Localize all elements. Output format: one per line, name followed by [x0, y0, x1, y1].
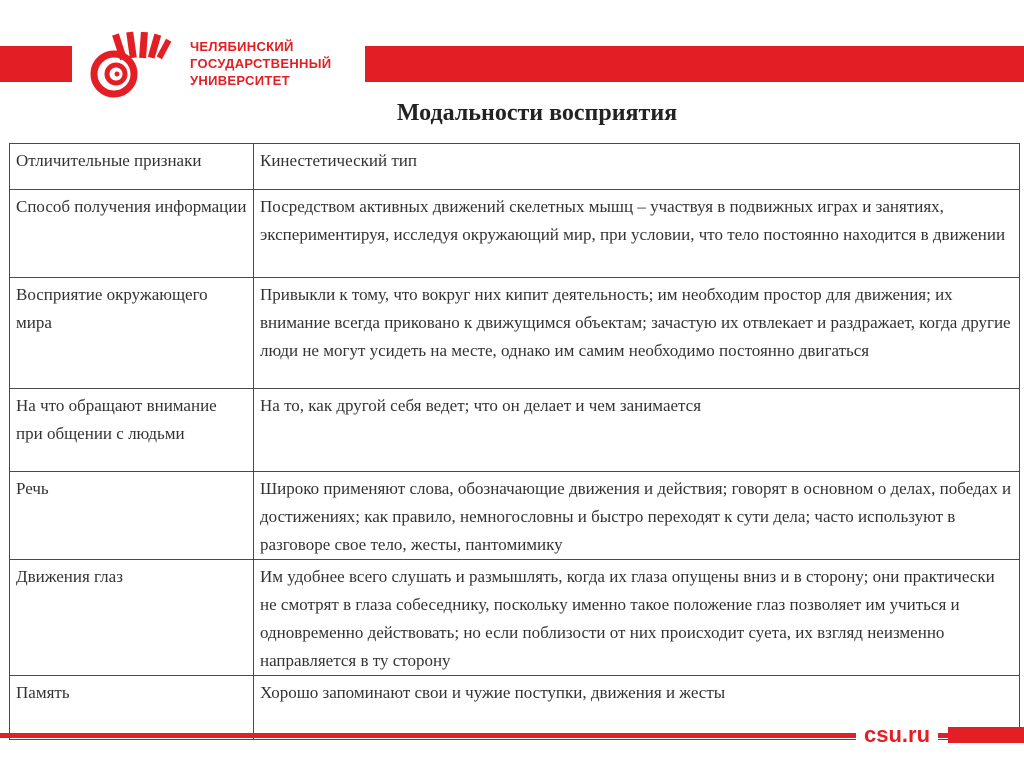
university-name-line-3: УНИВЕРСИТЕТ: [190, 73, 290, 88]
header-red-bar-left: [0, 46, 72, 82]
row-value: Хорошо запоминают свои и чужие поступки, движения и жесты: [254, 676, 1020, 740]
university-name-line-2: ГОСУДАРСТВЕННЫЙ: [190, 56, 332, 71]
comparison-table: [9, 143, 1020, 740]
table-row: [10, 472, 1020, 560]
row-label: Память: [10, 676, 254, 740]
row-label: Движения глаз: [10, 560, 254, 676]
university-name: [190, 38, 331, 89]
table-header-value: Кинестетический тип: [254, 144, 1020, 190]
row-value: На то, как другой себя ведет; что он делает и чем занимается: [254, 389, 1020, 472]
table-row: [10, 389, 1020, 472]
university-name-line-1: ЧЕЛЯБИНСКИЙ: [190, 39, 294, 54]
table-row: [10, 190, 1020, 278]
header-red-bar-right: [365, 46, 1024, 82]
table-header-label: Отличительные признаки: [10, 144, 254, 190]
row-label: На что обращают внимание при общении с людьми: [10, 389, 254, 472]
table-row: [10, 278, 1020, 389]
row-value: Привыкли к тому, что вокруг них кипит деятельность; им необходим простор для движения; их внимание всегда приковано к движущимся объектам; зачастую их отвлекает и раздражает, когда другие люди не могут усидеть на месте, однако им самим необходимо постоянно двигаться: [254, 278, 1020, 389]
footer-red-block: [948, 727, 1024, 743]
csu-spiral-logo-icon: [80, 30, 180, 98]
row-label: Способ получения информации: [10, 190, 254, 278]
row-label: Речь: [10, 472, 254, 560]
row-label: Восприятие окружающего мира: [10, 278, 254, 389]
row-value: Им удобнее всего слушать и размышлять, когда их глаза опущены вниз и в сторону; они практически не смотрят в глаза собеседнику, поскольку именно такое положение глаз позволяет им учиться и одновременно действовать; но если поблизости от них происходит суета, их взгляд неизменно направляется в ту сторону: [254, 560, 1020, 676]
page-title: Модальности восприятия: [396, 100, 678, 126]
row-value: Широко применяют слова, обозначающие движения и действия; говорят в основном о делах, победах и достижениях; как правило, немногословны и быстро переходят к сути дела; часто используют в разговоре свое тело, жесты, пантомимику: [254, 472, 1020, 560]
site-link[interactable]: csu.ru: [856, 722, 938, 748]
table-row: [10, 560, 1020, 676]
row-value: Посредством активных движений скелетных мышц – участвуя в подвижных играх и занятиях, экспериментируя, исследуя окружающий мир, при условии, что тело постоянно находится в движении: [254, 190, 1020, 278]
table-header-row: [10, 144, 1020, 190]
